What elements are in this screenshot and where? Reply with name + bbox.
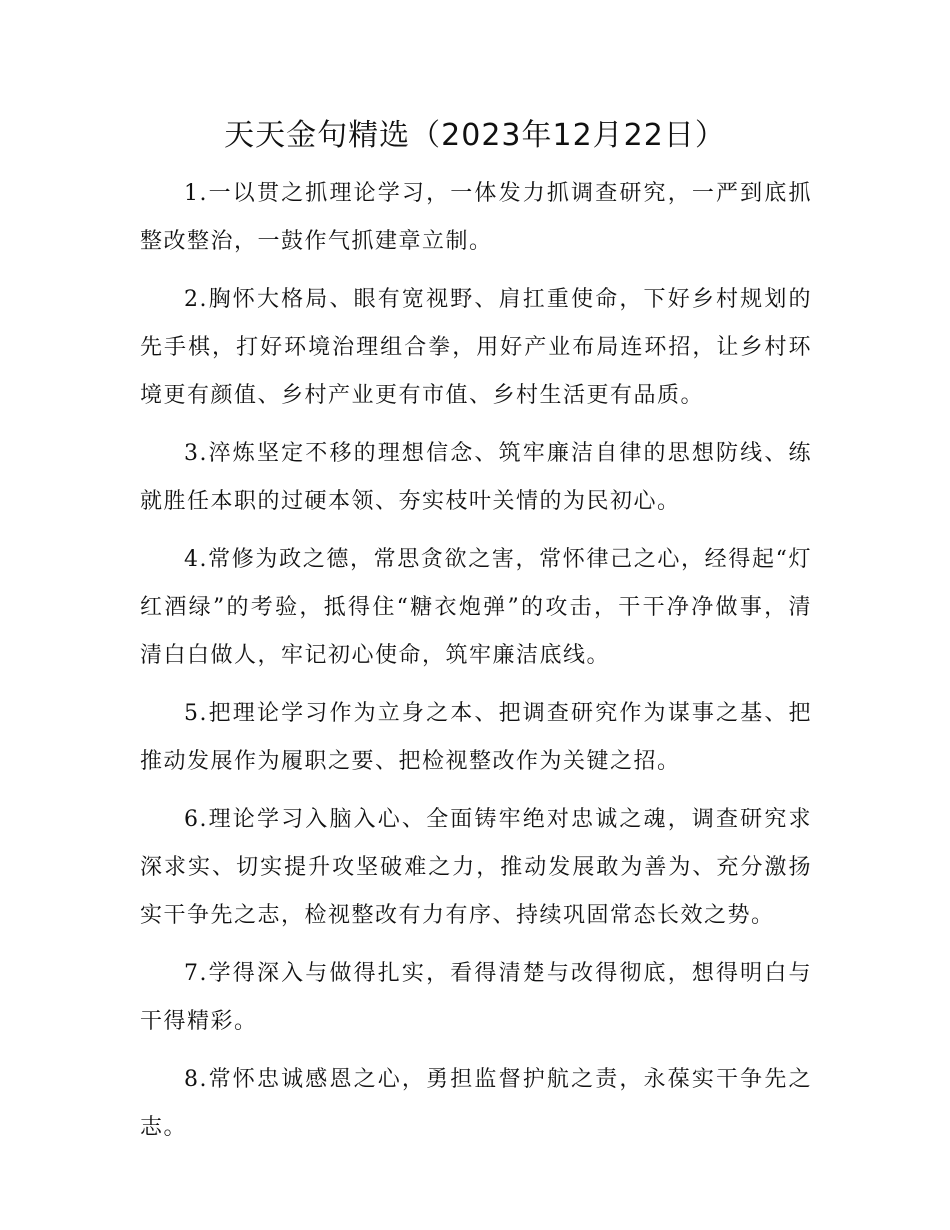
paragraph-1: 1.一以贯之抓理论学习，一体发力抓调查研究，一严到底抓整改整治，一鼓作气抓建章立制。 <box>140 181 812 254</box>
paragraph-2: 2.胸怀大格局、眼有宽视野、肩扛重使命，下好乡村规划的先手棋，打好环境治理组合拳，用好产业布局连环招，让乡村环境更有颜值、乡村产业更有市值、乡村生活更有品质。 <box>140 287 812 408</box>
paragraph-5: 5.把理论学习作为立身之本、把调查研究作为谋事之基、把推动发展作为履职之要、把检视整改作为关键之招。 <box>140 701 812 774</box>
paragraph-7: 7.学得深入与做得扎实，看得清楚与改得彻底，想得明白与干得精彩。 <box>140 961 812 1034</box>
document-title: 天天金句精选（2023年12月22日） <box>224 118 726 153</box>
document-body <box>140 170 812 1162</box>
paragraph-8: 8.常怀忠诚感恩之心，勇担监督护航之责，永葆实干争先之志。 <box>140 1067 812 1140</box>
paragraph-4: 4.常修为政之德，常思贪欲之害，常怀律己之心，经得起“灯红酒绿”的考验，抵得住“糖衣炮弹”的攻击，干干净净做事，清清白白做人，牢记初心使命，筑牢廉洁底线。 <box>140 547 812 668</box>
paragraph-3: 3.淬炼坚定不移的理想信念、筑牢廉洁自律的思想防线、练就胜任本职的过硬本领、夯实枝叶关情的为民初心。 <box>140 441 812 514</box>
paragraph-6: 6.理论学习入脑入心、全面铸牢绝对忠诚之魂，调查研究求深求实、切实提升攻坚破难之力，推动发展敢为善为、充分激扬实干争先之志，检视整改有力有序、持续巩固常态长效之势。 <box>140 807 812 928</box>
